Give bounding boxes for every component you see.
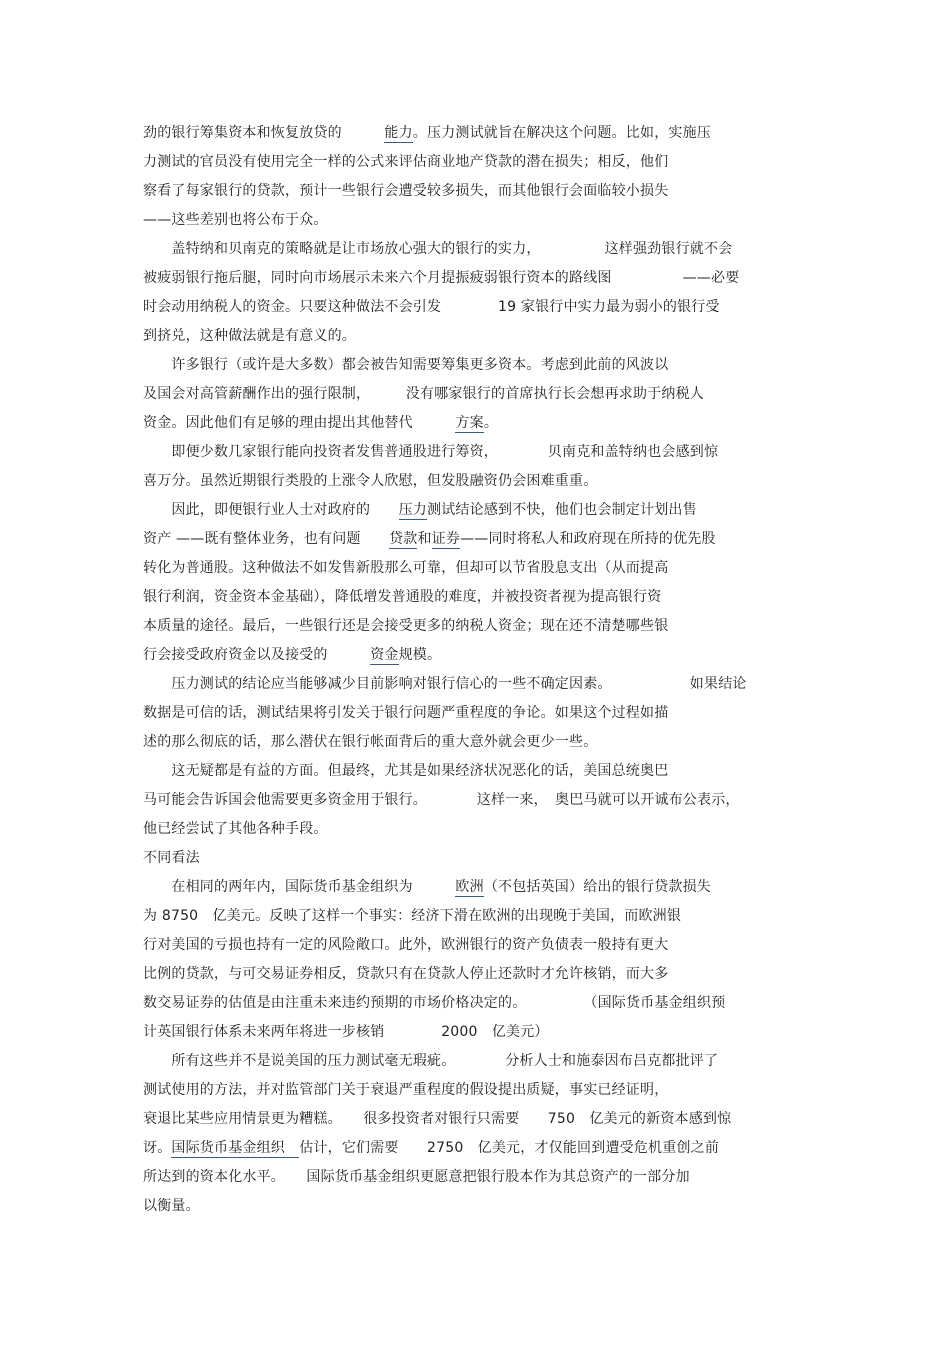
text-segment: 。 — [483, 415, 499, 431]
underlined-term: 证券 — [431, 531, 461, 547]
text-segment: 。压力测试就旨在解决这个问题。比如，实施压 — [412, 125, 712, 141]
text-segment: 所达到的资本化水平。 国际货币基金组织更愿意把银行股本作为其总资产的一部分加 — [143, 1169, 690, 1185]
text-segment: 比例的贷款，与可交易证券相反，贷款只有在贷款人停止还款时才允许核销，而大多 — [143, 966, 669, 982]
text-line — [143, 586, 661, 608]
text-segment: 以衡量。 — [143, 1198, 200, 1214]
text-segment: 数交易证券的估值是由注重未来违约预期的市场价格决定的。 （国际货币基金组织预 — [143, 995, 726, 1011]
text-segment: 压力测试的结论应当能够减少目前影响对银行信心的一些不确定因素。 如果结论 — [143, 676, 747, 692]
text-line — [143, 702, 668, 724]
text-segment: 转化为普通股。这种做法不如发售新股那么可靠，但却可以节省股息支出（从而提高 — [143, 560, 669, 576]
underlined-term: 资金 — [370, 647, 399, 663]
text-segment: 银行利润，资金资本金基础），降低增发普通股的难度，并被投资者视为提高银行资 — [143, 589, 662, 605]
text-line — [143, 557, 668, 579]
text-segment: ——同时将私人和政府现在所持的优先股 — [460, 531, 716, 547]
text-segment: （不包括英国）给出的银行贷款损失 — [483, 879, 712, 895]
text-segment: 行对美国的亏损也持有一定的风险敞口。此外，欧洲银行的资产负债表一般持有更大 — [143, 937, 669, 953]
text-segment: 被疲弱银行拖后腿，同时向市场展示未来六个月提振疲弱银行资本的路线图 ——必要 — [143, 270, 740, 286]
text-line — [143, 441, 718, 463]
text-segment: 行会接受政府资金以及接受的 — [143, 647, 371, 663]
text-line — [143, 151, 668, 173]
text-segment: 即便少数几家银行能向投资者发售普通股进行筹资， 贝南克和盖特纳也会感到惊 — [143, 444, 719, 460]
text-segment: 他已经尝试了其他各种手段。 — [143, 821, 328, 837]
text-segment: 为 8750 亿美元。反映了这样一个事实：经济下滑在欧洲的出现晚于美国，而欧洲银 — [143, 908, 682, 924]
text-segment: 马可能会告诉国会他需要更多资金用于银行。 这样一来， 奥巴马就可以开诚布公表示， — [143, 792, 740, 808]
text-line — [143, 383, 704, 405]
text-segment: 力测试的官员没有使用完全一样的公式来评估商业地产贷款的潜在损失；相反，他们 — [143, 154, 669, 170]
text-line — [143, 818, 328, 840]
text-line — [143, 267, 739, 289]
text-line — [143, 209, 328, 231]
text-segment: 计英国银行体系未来两年将进一步核销 2000 亿美元） — [143, 1024, 549, 1040]
text-line — [143, 122, 711, 144]
text-line — [143, 1108, 731, 1130]
text-line — [143, 180, 668, 202]
text-line — [143, 644, 441, 666]
text-segment: 这无疑都是有益的方面。但最终，尤其是如果经济状况恶化的话，美国总统奥巴 — [143, 763, 669, 779]
text-segment: 到挤兑，这种做法就是有意义的。 — [143, 328, 356, 344]
text-segment: 述的那么彻底的话，那么潜伏在银行帐面背后的重大意外就会更少一些。 — [143, 734, 598, 750]
text-segment: 讶。 — [143, 1140, 172, 1156]
text-segment: 测试使用的方法，并对监管部门关于衰退严重程度的假设提出质疑，事实已经证明， — [143, 1082, 669, 1098]
text-segment: 时会动用纳税人的资金。只要这种做法不会引发 19 家银行中实力最为弱小的银行受 — [143, 299, 720, 315]
text-segment: 在相同的两年内，国际货币基金组织为 — [143, 879, 456, 895]
text-line — [143, 673, 747, 695]
text-segment: 劲的银行筹集资本和恢复放贷的 — [143, 125, 385, 141]
text-segment: 和 — [417, 531, 432, 547]
text-segment: 规模。 — [398, 647, 442, 663]
underlined-term: 压力 — [398, 502, 428, 518]
text-segment: 许多银行（或许是大多数）都会被告知需要筹集更多资本。考虑到此前的风波以 — [143, 357, 669, 373]
underlined-term: 国际货币基金组织 — [171, 1140, 300, 1156]
underlined-term: 贷款 — [389, 531, 418, 547]
underlined-term: 欧洲 — [455, 879, 484, 895]
text-line — [143, 1079, 668, 1101]
text-line — [143, 1021, 549, 1043]
text-line — [143, 876, 711, 898]
underlined-term: 方案 — [455, 415, 484, 431]
text-segment: 衰退比某些应用情景更为糟糕。 很多投资者对银行只需要 750 亿美元的新资本感到惊 — [143, 1111, 732, 1127]
text-segment: 测试结论感到不快，他们也会制定计划出售 — [427, 502, 697, 518]
text-line — [143, 528, 716, 550]
text-line — [143, 1050, 718, 1072]
text-line — [143, 325, 356, 347]
text-line — [143, 992, 725, 1014]
text-line — [143, 238, 732, 260]
text-line — [143, 934, 668, 956]
text-segment: 及国会对高管薪酬作出的强行限制， 没有哪家银行的首席执行长会想再求助于纳税人 — [143, 386, 704, 402]
text-line — [143, 412, 498, 434]
text-segment: 因此，即便银行业人士对政府的 — [143, 502, 399, 518]
text-line — [143, 963, 668, 985]
underlined-term: 能力 — [384, 125, 413, 141]
text-line — [143, 1195, 200, 1217]
text-segment: 察看了每家银行的贷款，预计一些银行会遭受较多损失，而其他银行会面临较小损失 — [143, 183, 669, 199]
text-line — [143, 905, 681, 927]
text-line — [143, 789, 740, 811]
text-segment: 资金。因此他们有足够的理由提出其他替代 — [143, 415, 456, 431]
text-line — [143, 615, 668, 637]
text-line — [143, 847, 200, 869]
text-line — [143, 296, 720, 318]
text-line — [143, 760, 668, 782]
text-segment: ——这些差别也将公布于众。 — [143, 212, 328, 228]
text-segment: 所有这些并不是说美国的压力测试毫无瑕疵。 分析人士和施泰因布吕克都批评了 — [143, 1053, 719, 1069]
text-segment: 盖特纳和贝南克的策略就是让市场放心强大的银行的实力， 这样强劲银行就不会 — [143, 241, 733, 257]
text-segment: 本质量的途径。最后，一些银行还是会接受更多的纳税人资金；现在还不清楚哪些银 — [143, 618, 669, 634]
text-line — [143, 354, 668, 376]
text-line — [143, 1137, 719, 1159]
text-line — [143, 470, 597, 492]
text-segment: 数据是可信的话，测试结果将引发关于银行问题严重程度的争论。如果这个过程如描 — [143, 705, 669, 721]
text-line — [143, 499, 697, 521]
text-line — [143, 731, 597, 753]
text-segment: 资产 ——既有整体业务，也有问题 — [143, 531, 390, 547]
text-segment: 估计，它们需要 2750 亿美元，才仅能回到遭受危机重创之前 — [299, 1140, 720, 1156]
text-segment: 不同看法 — [143, 850, 200, 866]
text-segment: 喜万分。虽然近期银行类股的上涨令人欣慰，但发股融资仍会困难重重。 — [143, 473, 598, 489]
text-line — [143, 1166, 690, 1188]
